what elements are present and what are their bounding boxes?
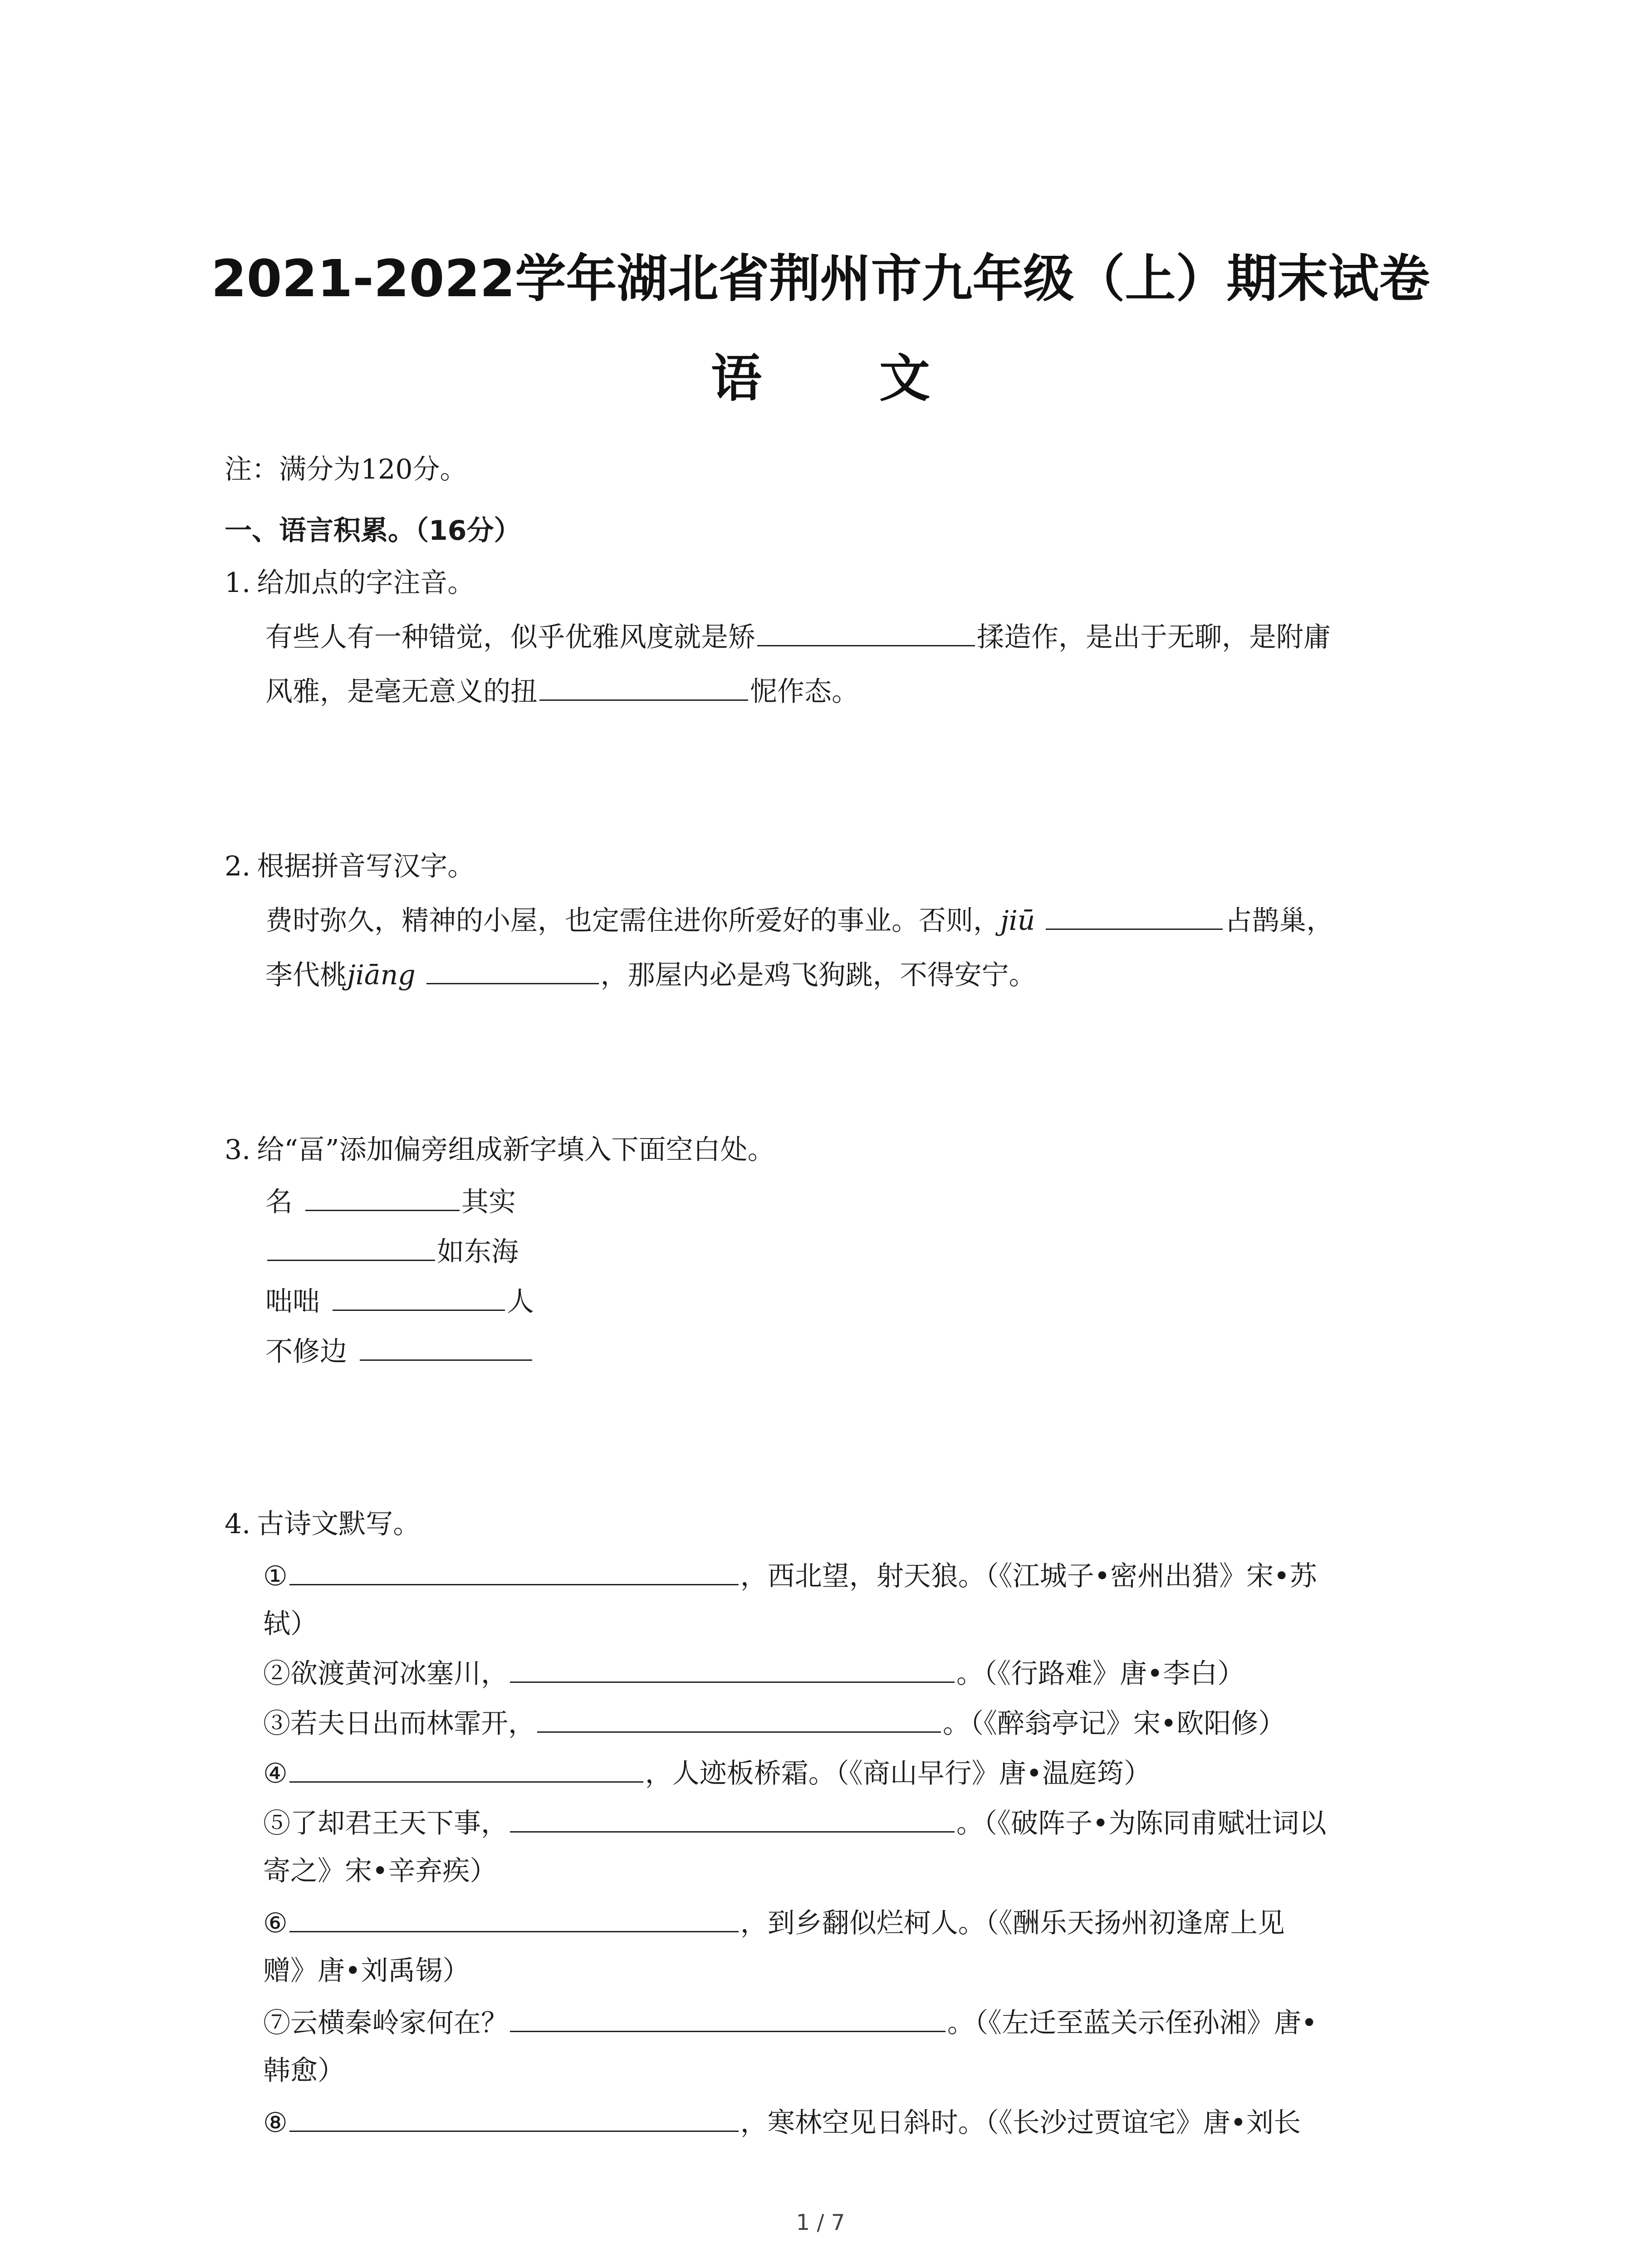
text: 李代桃 xyxy=(265,959,347,991)
answer-blank[interactable] xyxy=(333,1282,505,1311)
text: 其实 xyxy=(461,1186,516,1218)
poem-item-7 xyxy=(263,2000,1317,2046)
item-mark: ② xyxy=(263,1658,290,1690)
text: 云横秦岭家何在？ xyxy=(290,2007,508,2039)
answer-blank[interactable] xyxy=(1046,901,1223,930)
poem-item-3 xyxy=(263,1701,1285,1746)
question-text: 给加点的字注音。 xyxy=(257,567,475,599)
text: 占鹊巢， xyxy=(1225,905,1334,937)
text: 咄咄 xyxy=(265,1286,320,1318)
item-mark: ⑤ xyxy=(263,1808,290,1839)
section-heading: 一、语言积累。（16分） xyxy=(225,515,521,547)
text: 费时弥久，精神的小屋，也定需住进你所爱好的事业。否则， xyxy=(265,905,1000,937)
question-3-row-1 xyxy=(265,1179,516,1225)
question-3-row-2 xyxy=(265,1229,519,1275)
answer-blank[interactable] xyxy=(537,1704,941,1733)
question-text: 根据拼音写汉字。 xyxy=(257,850,475,882)
answer-blank[interactable] xyxy=(539,672,748,701)
poem-item-6-cont: 赠》唐•刘禹锡） xyxy=(263,1955,470,1987)
question-1-line-2 xyxy=(265,669,859,714)
poem-item-6 xyxy=(263,1901,1285,1946)
text: 怩作态。 xyxy=(750,676,859,708)
question-1-line-1 xyxy=(265,615,1331,660)
text: ，西北望，射天狼。（《江城子•密州出猎》宋•苏 xyxy=(740,1560,1317,1592)
item-mark: ④ xyxy=(263,1758,288,1789)
answer-blank[interactable] xyxy=(267,1232,435,1261)
poem-item-2 xyxy=(263,1651,1244,1696)
answer-blank[interactable] xyxy=(289,2103,739,2132)
pinyin: jiāng xyxy=(347,959,416,991)
question-4-prompt xyxy=(225,1501,420,1547)
text: 揉造作，是出于无聊，是附庸 xyxy=(977,621,1331,653)
text: 名 xyxy=(265,1186,293,1218)
answer-blank[interactable] xyxy=(757,618,975,646)
text: 。（《醉翁亭记》宋•欧阳修） xyxy=(943,1708,1286,1740)
poem-item-5 xyxy=(263,1801,1326,1846)
answer-blank[interactable] xyxy=(305,1183,460,1211)
poem-item-8 xyxy=(263,2100,1301,2146)
question-number: 2. xyxy=(225,850,251,882)
score-note: 注：满分为120分。 xyxy=(225,454,467,485)
text: ，到乡翻似烂柯人。（《酬乐天扬州初逢席上见 xyxy=(740,1907,1285,1939)
question-number: 4. xyxy=(225,1508,251,1540)
answer-blank[interactable] xyxy=(360,1332,532,1361)
answer-blank[interactable] xyxy=(510,1654,955,1683)
question-number: 1. xyxy=(225,567,251,599)
answer-blank[interactable] xyxy=(289,1904,739,1932)
item-mark: ⑥ xyxy=(263,1907,288,1939)
question-3-prompt xyxy=(225,1127,775,1173)
item-mark: ⑧ xyxy=(263,2107,288,2139)
poem-item-1 xyxy=(263,1554,1317,1599)
text: 。（《行路难》唐•李白） xyxy=(956,1658,1245,1690)
text: 人 xyxy=(507,1286,534,1318)
text: 欲渡黄河冰塞川， xyxy=(290,1658,508,1690)
item-mark: ⑦ xyxy=(263,2007,290,2039)
poem-item-1-cont: 轼） xyxy=(263,1608,318,1640)
text: 有些人有一种错觉，似乎优雅风度就是矫 xyxy=(265,621,755,653)
question-text: 古诗文默写。 xyxy=(257,1508,421,1540)
text: 若夫日出而林霏开， xyxy=(290,1708,535,1740)
text: 风雅，是毫无意义的扭 xyxy=(265,676,538,708)
item-mark: ③ xyxy=(263,1708,290,1740)
question-2-line-1 xyxy=(265,898,1333,943)
answer-blank[interactable] xyxy=(289,1557,739,1585)
answer-blank[interactable] xyxy=(510,1804,955,1833)
question-3-row-4 xyxy=(265,1329,534,1374)
page-number: 1 / 7 xyxy=(796,2210,845,2235)
answer-blank[interactable] xyxy=(289,1754,643,1783)
text: 了却君王天下事， xyxy=(290,1808,508,1839)
question-1-prompt xyxy=(225,560,475,606)
text: ，人迹板桥霜。（《商山早行》唐•温庭筠） xyxy=(645,1758,1151,1789)
question-number: 3. xyxy=(225,1134,251,1166)
poem-item-4 xyxy=(263,1751,1151,1796)
text: 。（《破阵子•为陈同甫赋壮词以 xyxy=(956,1808,1327,1839)
item-mark: ① xyxy=(263,1560,288,1592)
subject-title: 语 文 xyxy=(711,349,980,408)
answer-blank[interactable] xyxy=(510,2004,945,2032)
question-2-line-2 xyxy=(265,953,1036,998)
question-3-row-3 xyxy=(265,1279,534,1325)
question-text: 给“畐”添加偏旁组成新字填入下面空白处。 xyxy=(257,1134,775,1166)
pinyin: jiū xyxy=(1000,905,1035,937)
exam-title: 2021-2022学年湖北省荆州市九年级（上）期末试卷 xyxy=(211,249,1430,308)
question-2-prompt xyxy=(225,844,475,889)
text: ，寒林空见日斜时。（《长沙过贾谊宅》唐•刘长 xyxy=(740,2107,1301,2139)
text: 如东海 xyxy=(437,1236,519,1268)
answer-blank[interactable] xyxy=(426,956,599,984)
text: 不修边 xyxy=(265,1336,347,1368)
text: ，那屋内必是鸡飞狗跳，不得安宁。 xyxy=(600,959,1036,991)
poem-item-7-cont: 韩愈） xyxy=(263,2055,345,2087)
poem-item-5-cont: 寄之》宋•辛弃疾） xyxy=(263,1855,497,1887)
text: 。（《左迁至蓝关示侄孙湘》唐• xyxy=(947,2007,1318,2039)
